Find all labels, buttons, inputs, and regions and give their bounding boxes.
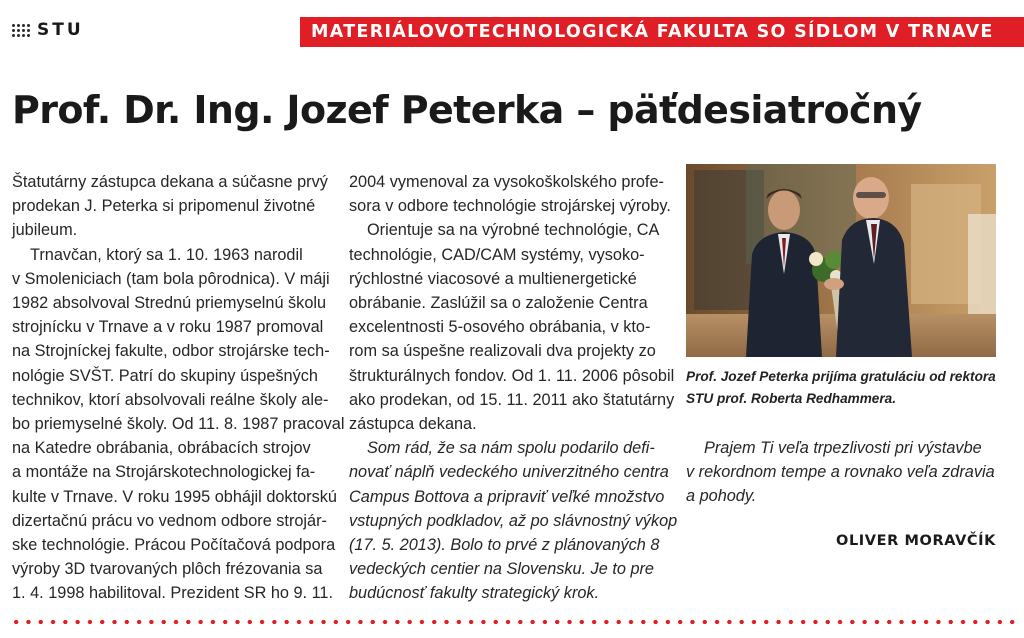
biography-paragraph	[12, 243, 345, 606]
caption-line: STU prof. Roberta Redhammera.	[686, 391, 896, 406]
text-line: vstupných podkladov, až po slávnostný výkop	[349, 511, 678, 530]
text-line: bo priemyselné školy. Od 11. 8. 1987 pracoval	[12, 415, 345, 434]
text-line: budúcnosť fakulty strategický krok.	[349, 584, 600, 603]
text-line: a pohody.	[686, 487, 757, 506]
text-line: nológie SVŠT. Patrí do skupiny úspešných	[12, 366, 318, 385]
photo-caption	[686, 366, 1006, 410]
author-name: OLIVER MORAVČÍK	[836, 533, 996, 549]
text-line: zástupca dekana.	[349, 415, 477, 434]
research-paragraph	[349, 218, 675, 436]
text-column-2	[349, 170, 678, 606]
text-line: prodekan J. Peterka si pripomenul životné	[12, 197, 316, 216]
photo-illustration	[686, 164, 996, 357]
text-line: v rekordnom tempe a rovnako veľa zdravia	[686, 463, 995, 482]
text-line: Prajem Ti veľa trpezlivosti pri výstavbe	[704, 439, 982, 457]
text-line: kulte v Trnave. V roku 1995 obhájil doktorskú	[12, 487, 337, 506]
text-line: obrábanie. Zaslúžil sa o založenie Centra	[349, 294, 648, 313]
professorship-paragraph	[349, 170, 671, 218]
text-line: výroby 3D tvarovaných plôch frézovania sa	[12, 560, 323, 579]
article-photo	[686, 164, 996, 357]
text-line: Som rád, že sa nám spolu podarilo defi-	[367, 439, 655, 458]
quote-paragraph	[349, 436, 678, 605]
text-line: Štatutárny zástupca dekana a súčasne prvý	[12, 173, 328, 191]
faculty-banner: MATERIÁLOVOTECHNOLOGICKÁ FAKULTA SO SÍDLOM V TRNAVE	[300, 17, 1024, 47]
text-line: vedeckých centier na Slovensku. Je to pre	[349, 560, 654, 579]
text-line: v Smoleniciach (tam bola pôrodnica). V máji	[12, 269, 330, 288]
text-line: strojnícku v Trnave a v roku 1987 promoval	[12, 318, 324, 337]
text-line: technikov, ktorí absolvovali reálne školy ale-	[12, 390, 329, 409]
text-line: na Katedre obrábania, obrábacích strojov	[12, 439, 311, 458]
text-line: 1982 absolvoval Strednú priemyselnú školu	[12, 294, 327, 313]
text-line: na Strojníckej fakulte, odbor strojárske tech-	[12, 342, 330, 361]
text-line: 2004 vymenoval za vysokoškolského profe-	[349, 173, 664, 191]
logo-text: STU	[37, 20, 84, 40]
text-line: dizertačnú prácu vo vednom odbore strojár-	[12, 511, 327, 530]
text-line: ako prodekan, od 15. 11. 2011 ako štatutárny	[349, 390, 675, 409]
dotted-divider	[10, 619, 1020, 625]
text-line: jubileum.	[12, 221, 78, 240]
text-line: štrukturálnych fondov. Od 1. 11. 2006 pôsobil	[349, 366, 675, 385]
text-line: rýchlostné viacosové a multienergetické	[349, 269, 637, 288]
text-line: (17. 5. 2013). Bolo to prvé z plánovaných 8	[349, 536, 660, 555]
stu-logo	[12, 20, 84, 40]
text-line: Orientuje sa na výrobné technológie, CA	[367, 221, 660, 240]
text-line: novať náplň vedeckého univerzitného centra	[349, 463, 669, 482]
caption-line: Prof. Jozef Peterka prijíma gratuláciu od rektora	[686, 369, 996, 384]
text-line: rom sa úspešne realizovali dva projekty zo	[349, 342, 656, 361]
text-line: excelentnosti 5-osového obrábania, v kto-	[349, 318, 651, 337]
text-column-1	[12, 170, 345, 606]
text-line: a montáže na Strojárskotechnologickej fa-	[12, 463, 316, 482]
text-line: Trnavčan, ktorý sa 1. 10. 1963 narodil	[30, 245, 303, 264]
text-line: Campus Bottova a pripraviť veľké množstvo	[349, 487, 665, 506]
logo-dots-icon	[12, 24, 30, 37]
intro-paragraph	[12, 170, 342, 243]
text-line: sora v odbore technológie strojárskej výroby.	[349, 197, 671, 216]
text-line: technológie, CAD/CAM systémy, vysoko-	[349, 245, 645, 264]
closing-wish	[686, 436, 1006, 509]
article-title: Prof. Dr. Ing. Jozef Peterka – päťdesiatročný	[12, 88, 922, 132]
text-line: 1. 4. 1998 habilitoval. Prezident SR ho 9. 11.	[12, 584, 334, 603]
text-line: ske technológie. Prácou Počítačová podpora	[12, 536, 336, 555]
